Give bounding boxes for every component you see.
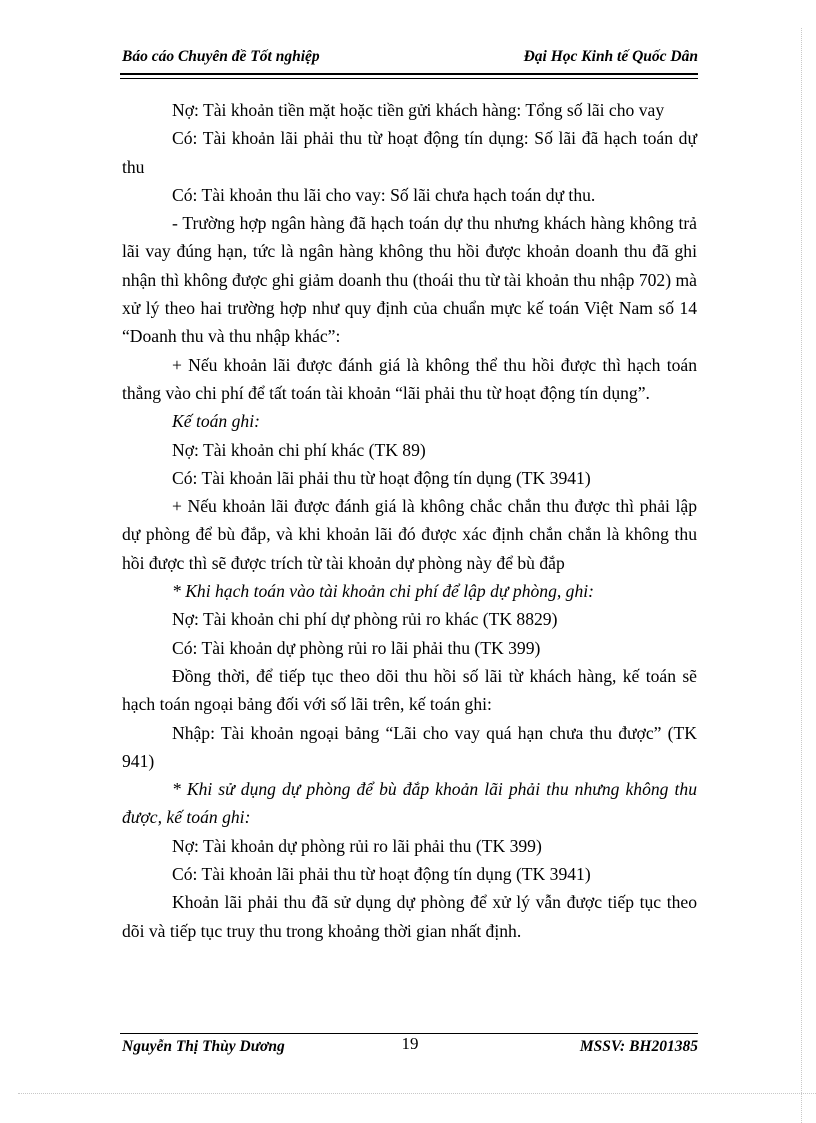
paragraph-credit-3941-b: Có: Tài khoản lãi phải thu từ hoạt động tín dụng (TK 3941)	[172, 864, 591, 885]
page-footer	[122, 1034, 698, 1060]
paragraph-credit-399: Có: Tài khoản dự phòng rủi ro lãi phải thu (TK 399)	[172, 637, 541, 658]
page-header	[122, 48, 698, 70]
paragraph-credit-income: Có: Tài khoản thu lãi cho vay: Số lãi chưa hạch toán dự thu.	[172, 184, 596, 205]
header-report-title: Báo cáo Chuyên đề Tốt nghiệp	[122, 48, 320, 65]
footer-author: Nguyễn Thị Thùy Dương	[122, 1038, 285, 1055]
page-boundary-right	[801, 28, 802, 1123]
header-rule-thin	[120, 78, 698, 79]
paragraph-debit-other-expense: Nợ: Tài khoản chi phí khác (TK 89)	[172, 439, 426, 460]
page-number: 19	[401, 1034, 419, 1053]
paragraph-debit-399: Nợ: Tài khoản dự phòng rủi ro lãi phải thu (TK 399)	[172, 835, 542, 856]
paragraph-case-uncollectible: + Nếu khoản lãi được đánh giá là không thể thu hồi được thì hạch toán thẳng vào chi phí để tất toán tài khoản “lãi phải thu từ hoạt động tín dụng”.	[122, 354, 697, 403]
paragraph-closing: Khoản lãi phải thu đã sử dụng dự phòng để xử lý vẫn được tiếp tục theo dõi và tiếp tục truy thu trong khoảng thời gian nhất định.	[122, 892, 697, 941]
paragraph-debit-interest: Nợ: Tài khoản tiền mặt hoặc tiền gửi khách hàng: Tổng số lãi cho vay	[172, 100, 665, 120]
page-boundary-bottom	[18, 1093, 816, 1094]
header-rule-thick	[120, 73, 698, 75]
paragraph-use-provision-label: * Khi sử dụng dự phòng để bù đắp khoản lãi phải thu nhưng không thu được, kế toán ghi:	[122, 779, 697, 828]
header-university: Đại Học Kinh tế Quốc Dân	[523, 48, 698, 65]
paragraph-credit-3941-a: Có: Tài khoản lãi phải thu từ hoạt động tín dụng (TK 3941)	[172, 467, 591, 488]
footer-student-id: MSSV: BH201385	[579, 1038, 698, 1055]
paragraph-import-941: Nhập: Tài khoản ngoại bảng “Lãi cho vay quá hạn chưa thu được” (TK 941)	[122, 722, 697, 771]
paragraph-off-balance: Đồng thời, để tiếp tục theo dõi thu hồi số lãi từ khách hàng, kế toán sẽ hạch toán ngoại bảng đối với số lãi trên, kế toán ghi:	[122, 665, 697, 715]
body-text	[122, 96, 697, 945]
paragraph-provision-entry-label: * Khi hạch toán vào tài khoản chi phí để lập dự phòng, ghi:	[172, 581, 595, 602]
paragraph-case-provision: + Nếu khoản lãi được đánh giá là không chắc chắn thu được thì phải lập dự phòng để bù đắp, và khi khoản lãi đó được xác định chắn chắn là không thu hồi được thì sẽ được trích từ tài khoản dự phòng này để bù đắp	[122, 496, 697, 573]
paragraph-case-unpaid: - Trường hợp ngân hàng đã hạch toán dự thu nhưng khách hàng không trả lãi vay đúng hạn, tức là ngân hàng không thu hồi được khoản doanh thu đã ghi nhận thì không được ghi giảm doanh thu (thoái thu từ tài khoản thu nhập 702) mà xử lý theo hai trường hợp như quy định của chuẩn mực kế toán Việt Nam số 14 “Doanh thu và thu nhập khác”:	[122, 213, 697, 347]
paragraph-debit-8829: Nợ: Tài khoản chi phí dự phòng rủi ro khác (TK 8829)	[172, 609, 558, 630]
paragraph-credit-accrued: Có: Tài khoản lãi phải thu từ hoạt động tín dụng: Số lãi đã hạch toán dự thu	[122, 128, 697, 177]
paragraph-accounting-entry-label: Kế toán ghi:	[172, 411, 260, 432]
